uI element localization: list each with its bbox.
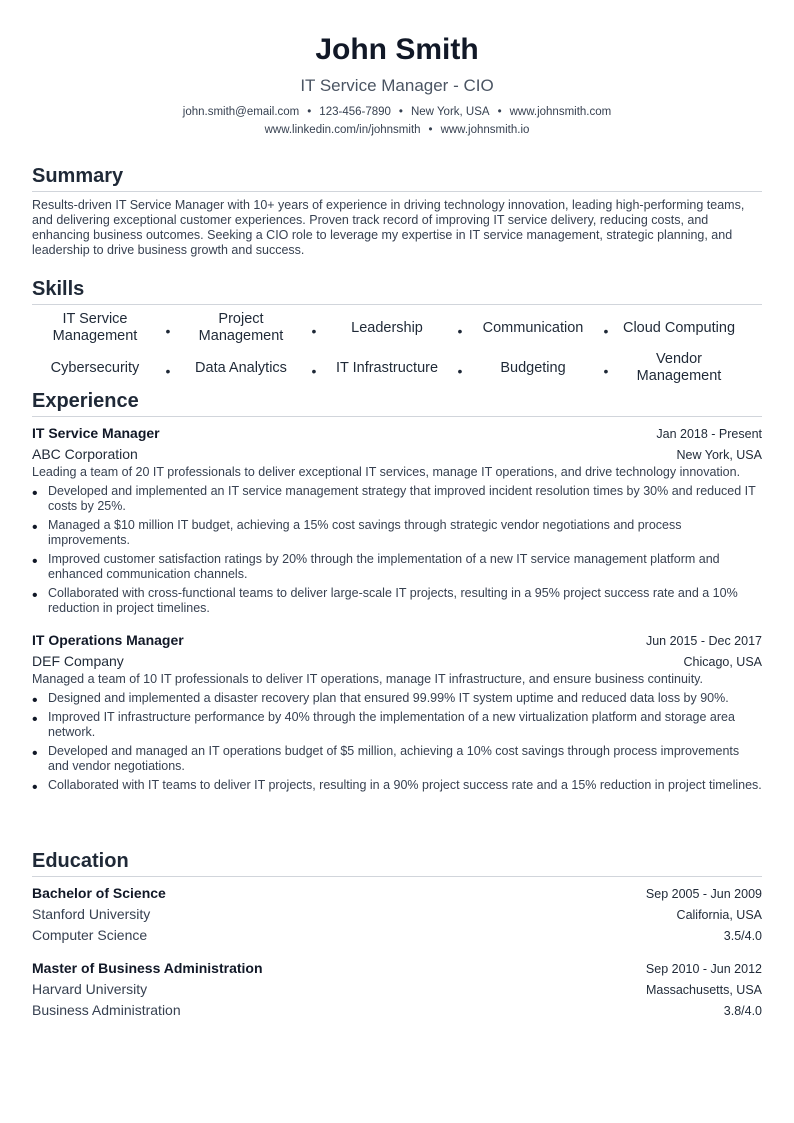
person-title: IT Service Manager - CIO	[300, 76, 494, 95]
experience-section	[32, 388, 762, 807]
degree-name: Bachelor of Science	[32, 885, 166, 901]
edu-field-row	[32, 925, 762, 946]
achievement-item: • Collaborated with cross-functional teams to deliver large-scale IT projects, resulting in a 95% project success rate and a 10% reduction in project timelines.	[32, 586, 762, 616]
skill-separator: •	[165, 363, 171, 379]
edu-dates: Sep 2010 - Jun 2012	[645, 962, 762, 976]
achievement-item: • Improved customer satisfaction ratings by 20% through the implementation of a new IT service management platform and enhanced communication channels.	[32, 552, 762, 582]
job-title: IT Operations Manager	[32, 632, 184, 648]
summary-text: Results-driven IT Service Manager with 10+ years of experience in driving technology innovation, leading high-performing teams, and delivering exceptional customer experiences. Proven track record of improving IT service delivery, reducing costs, and enhancing business outcomes. Seeking a CIO role to leverage my expertise in IT service management, strategic planning, and leadership to drive business growth and success.	[32, 198, 745, 257]
skill-separator: •	[311, 363, 317, 379]
contact-info	[0, 103, 794, 139]
job-description: Leading a team of 20 IT professionals to deliver exceptional IT services, manage IT operations, and drive technology innovation.	[32, 465, 741, 479]
job-location: Chicago, USA	[683, 655, 762, 669]
skill-item: Project Management	[198, 311, 284, 344]
skill-item: Data Analytics	[195, 359, 287, 376]
gpa: 3.5/4.0	[723, 929, 762, 943]
job-header-row	[32, 423, 762, 443]
job-entry	[32, 423, 762, 616]
achievement-item: • Improved IT infrastructure performance by 40% through the implementation of a new virtualization platform and storage area network.	[32, 710, 762, 740]
skill-separator: •	[457, 363, 463, 379]
email-link[interactable]: john.smith@email.com	[182, 106, 300, 118]
skills-grid	[30, 311, 762, 385]
degree-name: Master of Business Administration	[32, 960, 263, 976]
edu-degree-row	[32, 883, 762, 904]
school-name: Stanford University	[32, 906, 151, 922]
skill-separator: •	[165, 323, 171, 339]
person-name: John Smith	[315, 33, 479, 66]
achievement-item: • Developed and implemented an IT service management strategy that improved incident resolution times by 30% and reduced IT costs by 25%.	[32, 484, 762, 514]
skill-separator: •	[603, 323, 609, 339]
skill-item: Cloud Computing	[622, 319, 736, 336]
field-of-study: Computer Science	[32, 927, 148, 943]
company-name: ABC Corporation	[32, 446, 138, 462]
education-section	[32, 848, 762, 1033]
job-header-row	[32, 630, 762, 650]
school-location: Massachusetts, USA	[645, 983, 762, 997]
skill-item: Leadership	[351, 319, 423, 336]
job-dates: Jan 2018 - Present	[656, 427, 762, 441]
skill-item: IT Service Management	[52, 311, 138, 344]
company-name: DEF Company	[32, 653, 124, 669]
edu-dates: Sep 2005 - Jun 2009	[645, 887, 762, 901]
job-company-row	[32, 443, 762, 465]
school-location: California, USA	[676, 908, 762, 922]
job-dates: Jun 2015 - Dec 2017	[645, 634, 762, 648]
job-location: New York, USA	[676, 448, 762, 462]
skill-item: Budgeting	[500, 359, 566, 376]
edu-school-row	[32, 979, 762, 1000]
contact-line-2	[0, 121, 794, 139]
separator-dot: •	[398, 106, 403, 118]
job-description: Managed a team of 10 IT professionals to deliver IT operations, manage IT infrastructure, and ensure business continuity.	[32, 672, 703, 686]
section-heading: Summary	[32, 163, 762, 192]
education-entry	[32, 883, 762, 946]
job-entry	[32, 630, 762, 793]
edu-field-row	[32, 1000, 762, 1021]
achievement-item: • Developed and managed an IT operations budget of $5 million, achieving a 10% cost savings through process improvements and vendor negotiations.	[32, 744, 762, 774]
school-name: Harvard University	[32, 981, 148, 997]
section-heading: Education	[32, 848, 762, 877]
summary-section	[32, 163, 762, 258]
resume-header	[0, 0, 794, 139]
linkedin-link[interactable]: www.linkedin.com/in/johnsmith	[264, 124, 421, 136]
separator-dot: •	[428, 124, 433, 136]
achievement-item: • Collaborated with IT teams to deliver IT projects, resulting in a 90% project success rate and a 15% reduction in project timelines.	[32, 778, 762, 793]
achievement-item: • Managed a $10 million IT budget, achieving a 15% cost savings through strategic vendor negotiations and process improvements.	[32, 518, 762, 548]
skill-separator: •	[311, 323, 317, 339]
separator-dot: •	[497, 106, 502, 118]
website-link[interactable]: www.johnsmith.com	[509, 106, 612, 118]
edu-school-row	[32, 904, 762, 925]
edu-degree-row	[32, 958, 762, 979]
skill-item: Communication	[482, 319, 584, 336]
field-of-study: Business Administration	[32, 1002, 181, 1018]
job-title: IT Service Manager	[32, 425, 160, 441]
section-heading: Skills	[32, 276, 762, 305]
phone-number: 123-456-7890	[319, 106, 391, 118]
achievement-item: • Designed and implemented a disaster recovery plan that ensured 99.99% IT system uptime and reduced data loss by 90%.	[32, 691, 762, 706]
skill-item: Cybersecurity	[50, 359, 140, 376]
skill-separator: •	[603, 363, 609, 379]
skill-item: Vendor Management	[636, 351, 722, 384]
section-heading: Experience	[32, 388, 762, 417]
skill-separator: •	[457, 323, 463, 339]
gpa: 3.8/4.0	[723, 1004, 762, 1018]
location: New York, USA	[410, 106, 490, 118]
achievement-list	[32, 691, 762, 793]
contact-line-1	[0, 103, 794, 121]
skills-section	[32, 276, 762, 385]
separator-dot: •	[307, 106, 312, 118]
achievement-list	[32, 484, 762, 616]
skill-item: IT Infrastructure	[335, 359, 439, 376]
website-link-2[interactable]: www.johnsmith.io	[440, 124, 530, 136]
education-entry	[32, 958, 762, 1021]
job-company-row	[32, 650, 762, 672]
